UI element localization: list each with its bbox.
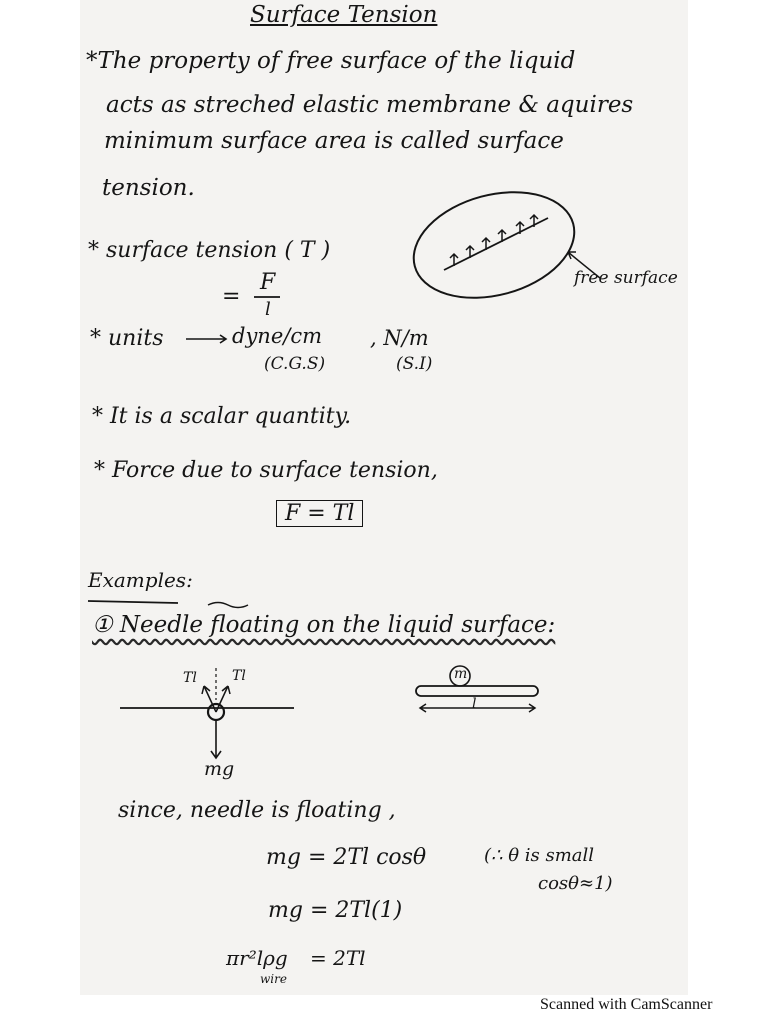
- force-line: * Force due to surface tension,: [94, 458, 438, 483]
- equation-3-subscript: wire: [260, 972, 287, 986]
- cgs-unit: dyne/cm: [232, 324, 323, 348]
- scalar-quantity-line: * It is a scalar quantity.: [92, 404, 352, 429]
- equation-1: mg = 2Tl cosθ: [266, 845, 427, 870]
- force-formula-box: F = Tl: [276, 500, 363, 527]
- surface-tension-formula-lead: * surface tension ( T ): [88, 238, 331, 263]
- free-surface-label: free surface: [574, 268, 678, 288]
- definition-line-1: *The property of free surface of the liquid: [86, 48, 576, 74]
- mass-label: m: [454, 666, 468, 682]
- weight-arrow: [211, 720, 221, 758]
- equation-3-rhs: = 2Tl: [310, 946, 366, 970]
- cgs-system-label: (C.G.S): [264, 354, 326, 374]
- definition-line-2: acts as streched elastic membrane & aquires: [106, 92, 634, 118]
- needle-side-view: [416, 686, 538, 696]
- examples-underline: [88, 601, 178, 603]
- scanner-watermark: Scanned with CamScanner: [540, 996, 713, 1013]
- weight-label: mg: [204, 758, 235, 780]
- definition-line-3: minimum surface area is called surface: [104, 128, 564, 154]
- notebook-page: [80, 0, 688, 995]
- equation-1-note: (∴ θ is small: [484, 845, 595, 866]
- si-unit: , N/m: [370, 326, 429, 350]
- si-system-label: (S.I): [396, 354, 433, 374]
- equation-2: mg = 2Tl(1): [268, 898, 403, 923]
- page-title: Surface Tension: [250, 2, 438, 28]
- definition-line-4: tension.: [102, 175, 195, 201]
- formula-equals-sign: =: [222, 284, 241, 309]
- equation-1-note-2: cosθ≈1): [538, 873, 613, 894]
- examples-heading: Examples:: [88, 568, 193, 592]
- length-label: l: [472, 696, 477, 712]
- since-line: since, needle is floating ,: [118, 798, 396, 823]
- units-arrow: [186, 335, 226, 343]
- equation-3-lhs: πr²lρg: [226, 946, 288, 970]
- surface-arrows: [450, 215, 538, 266]
- tension-right-label: Tl: [232, 668, 246, 684]
- tension-left-label: Tl: [183, 670, 197, 686]
- example-1-heading: ① Needle floating on the liquid surface:: [92, 612, 556, 638]
- formula-numerator: F: [260, 270, 276, 295]
- free-surface-line: [444, 218, 548, 270]
- length-arrow: [420, 704, 535, 712]
- units-lead: * units: [90, 326, 164, 351]
- underline-squiggle: [208, 603, 248, 608]
- formula-denominator: l: [265, 299, 271, 320]
